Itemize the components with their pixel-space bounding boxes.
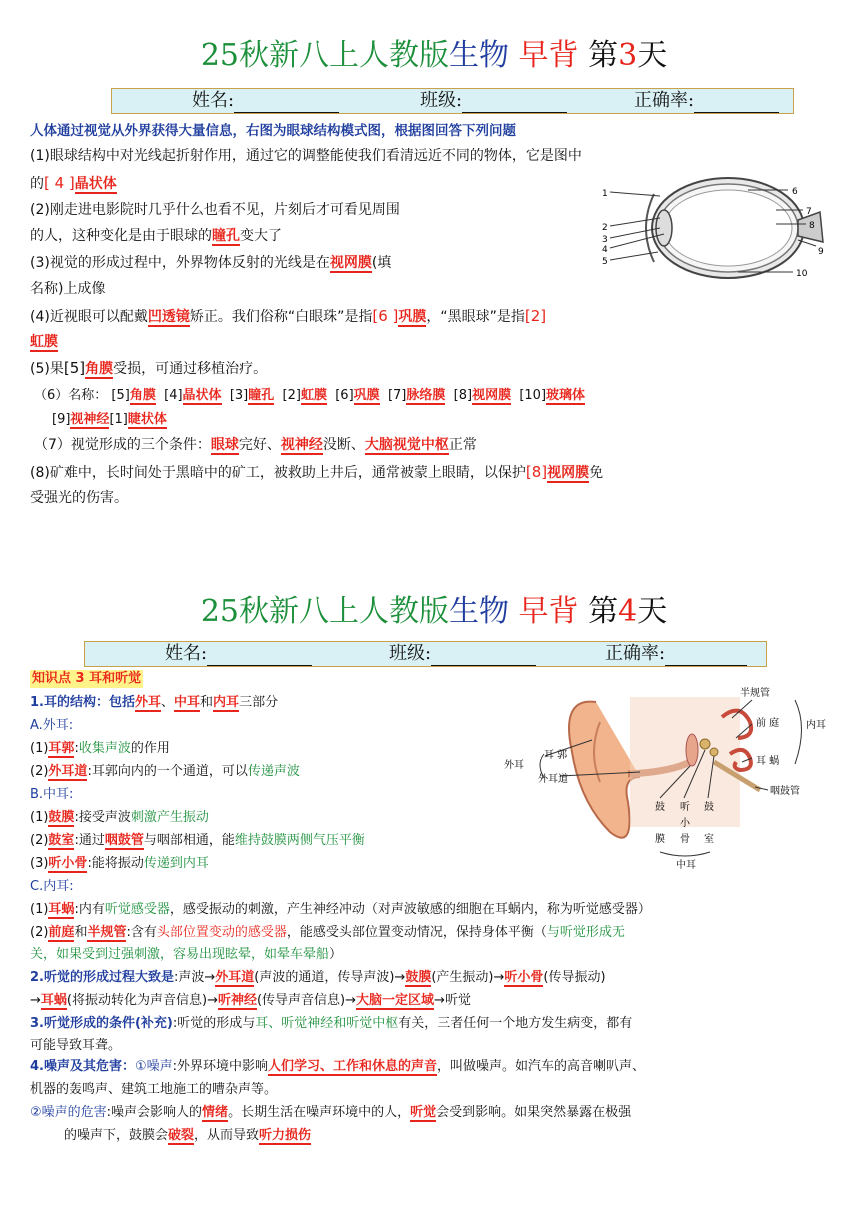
class-blank[interactable]: [462, 95, 567, 113]
q6-item-0: [5]角膜: [111, 388, 156, 403]
q6-item-8: [9]视神经: [52, 412, 110, 427]
eye-label-4: 4: [602, 245, 608, 255]
ear-c2: (2)前庭和半规管:含有头部位置变动的感受器，能感受头部位置变动情况，保持身体平衡（与听觉形成无: [30, 925, 625, 940]
ear-sB: B.中耳:: [30, 787, 74, 802]
ear-c2b: 关，如果受到过强刺激，容易出现眩晕，如晕车晕船）: [30, 947, 343, 962]
ear-p4: 4.噪声及其危害：①噪声:外界环境中影响人们学习、工作和休息的声音，叫做噪声。如汽车的高音喇叭声、: [30, 1059, 646, 1074]
class-label: 班级:: [389, 643, 432, 664]
q6-item-4: [6]巩膜: [335, 388, 380, 403]
q6-item-5: [7]脉络膜: [387, 388, 446, 403]
ear-col-eardrum-1: 鼓: [655, 802, 665, 813]
ear-b2: (2)鼓室:通过咽鼓管与咽部相通，能维持鼓膜两侧气压平衡: [30, 833, 365, 848]
ear-label-auricle: 耳 郭: [544, 750, 568, 761]
q3-line2: 名称)上成像: [30, 281, 106, 297]
ear-p2: 2.听觉的形成过程大致是:声波→外耳道(声波的通道，传导声波)→鼓膜(产生振动)→听小骨(传导振动): [30, 970, 606, 985]
name-blank[interactable]: [207, 648, 312, 666]
ear-p2b: →耳蜗(将振动转化为声音信息)→听神经(传导声音信息)→大脑一定区域→听觉: [30, 993, 471, 1008]
ear-s1: 1.耳的结构：包括外耳、中耳和内耳三部分: [30, 695, 279, 710]
eye-label-3: 3: [602, 235, 608, 245]
q2-line2: 的人，这种变化是由于眼球的瞳孔变大了: [30, 228, 282, 244]
day4-form-bar: [84, 641, 767, 667]
eye-label-2: 2: [602, 223, 608, 233]
q6-item-6: [8]视网膜: [453, 388, 512, 403]
ear-label-canal: 外耳道: [538, 774, 568, 785]
class-blank[interactable]: [431, 648, 536, 666]
ear-b3: (3)听小骨:能将振动传递到内耳: [30, 856, 209, 871]
q6-line1: （6）名称： [5]角膜 [4]晶状体 [3]瞳孔 [2]虹膜 [6]巩膜 [7]脉络膜 [8]视网膜 [10]玻璃体: [34, 388, 586, 403]
ear-col-ossicles-2: 小: [680, 818, 690, 829]
eye-label-1: 1: [602, 189, 608, 199]
day4-heading: 知识点 3 耳和听觉: [32, 671, 142, 686]
q8-line2: 受强光的伤害。: [30, 490, 128, 506]
ear-p5: ②噪声的危害:噪声会影响人的情绪。长期生活在噪声环境中的人，听觉会受到影响。如果突然暴露在极强: [30, 1105, 632, 1120]
ear-col-cavity-1: 鼓: [704, 802, 714, 813]
q6-item-2: [3]瞳孔: [229, 388, 275, 403]
ear-sA: A.外耳:: [30, 718, 74, 733]
eye-label-10: 10: [796, 269, 808, 279]
name-blank[interactable]: [234, 95, 339, 113]
day3-title: 25秋新八上人教版生物 早背 第3天: [200, 38, 668, 73]
q6-item-9: [1]睫状体: [109, 412, 167, 427]
eye-label-5: 5: [602, 257, 608, 267]
eye-label-9: 9: [818, 247, 824, 257]
accuracy-label: 正确率:: [634, 90, 695, 111]
ear-label-outer: 外耳: [504, 760, 524, 771]
q1-line1: (1)眼球结构中对光线起折射作用，通过它的调整能使我们看清远近不同的物体，它是图中: [30, 148, 582, 164]
ear-label-inner: 内耳: [806, 720, 826, 731]
eye-label-8: 8: [809, 221, 815, 231]
ear-label-semicircular: 半规管: [740, 688, 770, 699]
ear-p5b: 的噪声下，鼓膜会破裂，从而导致听力损伤: [64, 1128, 312, 1143]
q3-line1: (3)视觉的形成过程中，外界物体反射的光线是在视网膜(填: [30, 255, 392, 271]
q1-line2: 的[ 4 ]晶状体: [30, 174, 117, 192]
ear-c1: (1)耳蜗:内有听觉感受器，感受振动的刺激，产生神经冲动（对声波敏感的细胞在耳蜗内，称为听觉感受器）: [30, 902, 651, 917]
ear-p3: 3.听觉形成的条件(补充):听觉的形成与耳、听觉神经和听觉中枢有关，三者任何一个地方发生病变，都有: [30, 1016, 633, 1031]
day4-title: 25秋新八上人教版生物 早背 第4天: [200, 594, 668, 629]
ear-b1: (1)鼓膜:接受声波刺激产生振动: [30, 810, 209, 825]
ear-label-vestibule: 前 庭: [756, 718, 780, 729]
ear-a1: (1)耳郭:收集声波的作用: [30, 741, 170, 756]
ear-sC: C.内耳:: [30, 879, 74, 894]
ear-col-cavity-2: 室: [704, 834, 714, 845]
ear-p3b: 可能导致耳聋。: [30, 1038, 122, 1053]
eye-diagram: [598, 174, 828, 286]
class-label: 班级:: [420, 90, 463, 111]
accuracy-label: 正确率:: [605, 643, 666, 664]
q8-line1: (8)矿难中，长时间处于黑暗中的矿工，被救助上井后，通常被蒙上眼睛，以保护[8]视网膜免: [30, 463, 604, 481]
q6-item-3: [2]虹膜: [282, 388, 327, 403]
q4-line2: 虹膜: [30, 334, 58, 350]
ear-col-ossicles-3: 骨: [680, 834, 690, 845]
q2-line1: (2)刚走进电影院时几乎什么也看不见，片刻后才可看见周围: [30, 202, 400, 218]
eye-label-6: 6: [792, 187, 798, 197]
ear-col-eardrum-2: 膜: [655, 834, 665, 845]
name-label: 姓名:: [192, 90, 235, 111]
ear-col-ossicles-1: 听: [680, 802, 690, 813]
accuracy-blank[interactable]: [665, 648, 747, 666]
ear-p4b: 机器的轰鸣声、建筑工地施工的嘈杂声等。: [30, 1082, 278, 1097]
eye-label-7: 7: [806, 207, 812, 217]
ear-diagram: [500, 682, 835, 874]
name-label: 姓名:: [165, 643, 208, 664]
q4-line1: (4)近视眼可以配戴凹透镜矫正。我们俗称“白眼珠”是指[6 ]巩膜，“黑眼球”是指[2]: [30, 307, 547, 325]
q6-line2: [52, 409, 167, 431]
ear-label-cochlea: 耳 蜗: [756, 756, 780, 767]
day3-form-bar: [111, 88, 794, 114]
q6-item-1: [4]晶状体: [164, 388, 222, 403]
ear-a2: (2)外耳道:耳郭向内的一个通道，可以传递声波: [30, 764, 300, 779]
q5-line: (5)果[5]角膜受损，可通过移植治疗。: [30, 359, 268, 377]
q6-item-7: [10]玻璃体: [519, 388, 586, 403]
ear-label-middle: 中耳: [676, 860, 696, 871]
accuracy-blank[interactable]: [694, 95, 779, 113]
q7-line: （7）视觉形成的三个条件：眼球完好、视神经没断、大脑视觉中枢正常: [34, 437, 477, 453]
ear-label-eustachian: 咽鼓管: [770, 786, 800, 797]
day3-intro: 人体通过视觉从外界获得大量信息，右图为眼球结构模式图，根据图回答下列问题: [30, 123, 516, 139]
